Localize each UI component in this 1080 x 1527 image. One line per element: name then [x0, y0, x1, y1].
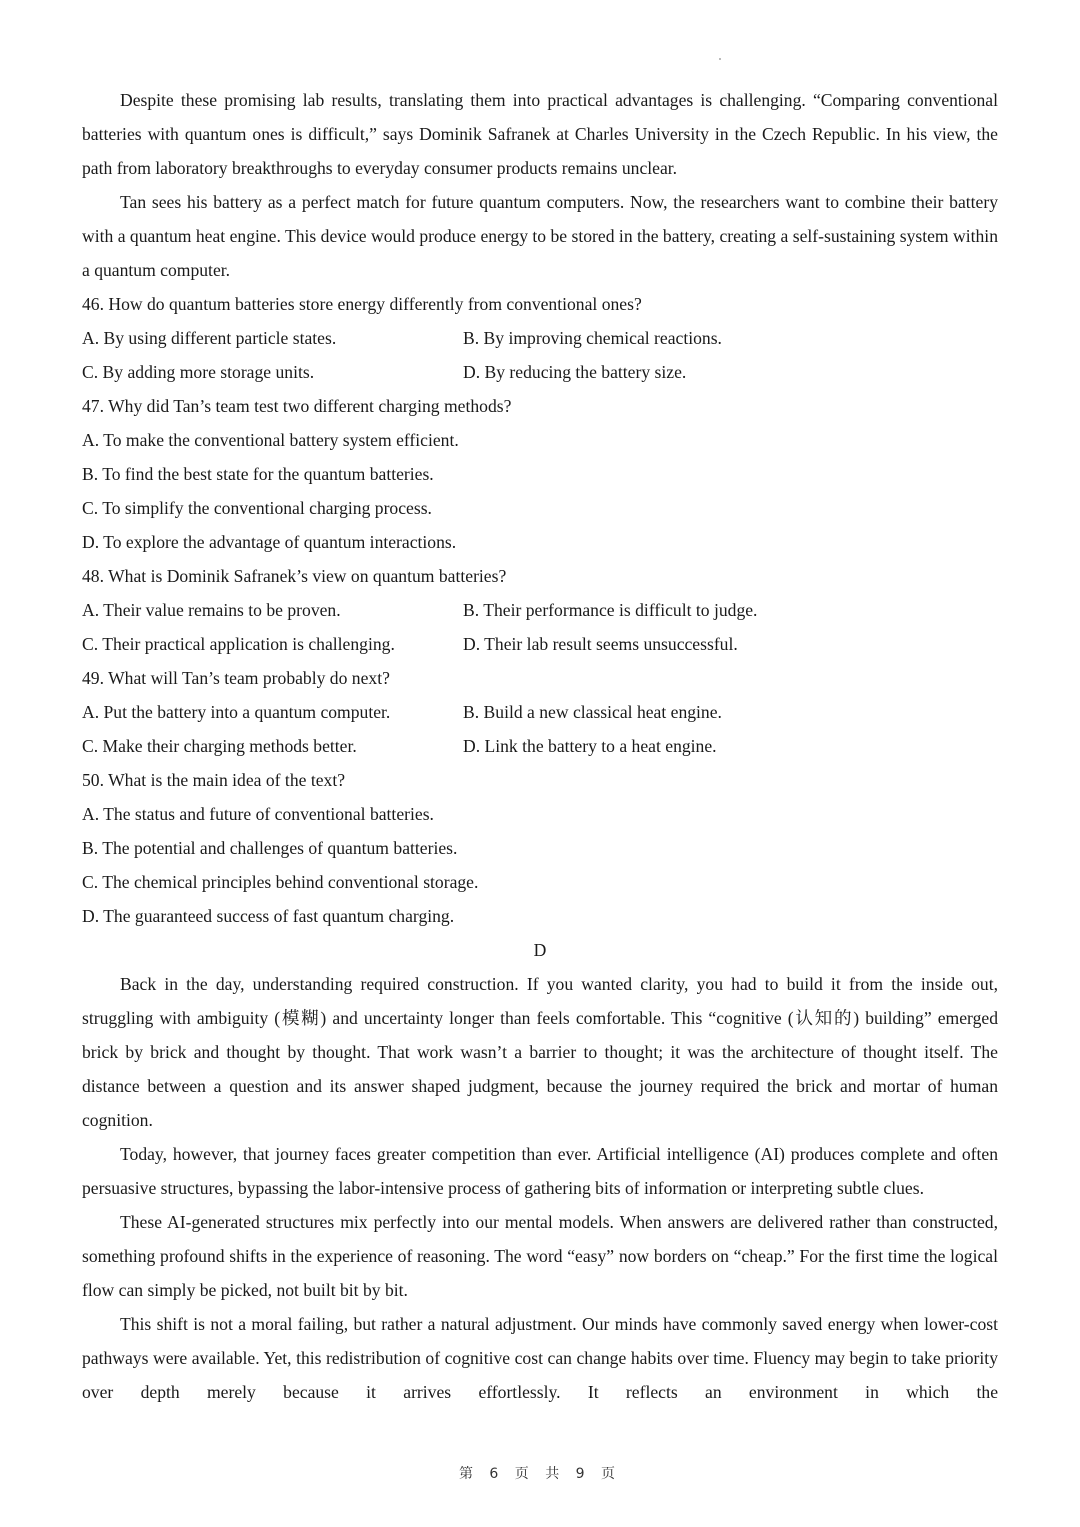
paragraph: This shift is not a moral failing, but rather a natural adjustment. Our minds have commonly saved energy when lower-cost pathways were available. Yet, this redistribution of cognitive cost can change habits over time. Fluency may begin to take priority over depth merely because it arrives effortlessly. It reflects an environment in which the: [82, 1314, 998, 1402]
paragraph: Today, however, that journey faces greater competition than ever. Artificial intelligence (AI) produces complete and often persuasive structures, bypassing the labor-intensive process of gathering bits of information or interpreting subtle clues.: [82, 1144, 998, 1198]
section-title: D: [533, 940, 547, 960]
question-stem: 48. What is Dominik Safranek’s view on quantum batteries?: [82, 566, 507, 586]
answer-option: C. The chemical principles behind conventional storage.: [82, 872, 479, 892]
scan-mark: [719, 58, 721, 60]
answer-option: B. Their performance is difficult to judge.: [463, 600, 758, 620]
answer-option: C. Their practical application is challenging.: [82, 634, 395, 654]
question-list: [82, 287, 998, 933]
answer-option: D. Their lab result seems unsuccessful.: [463, 634, 738, 654]
answer-option: A. Put the battery into a quantum computer.: [82, 702, 391, 722]
answer-option: A. To make the conventional battery system efficient.: [82, 430, 459, 450]
document-body: [82, 83, 998, 1409]
question-stem: 50. What is the main idea of the text?: [82, 770, 346, 790]
question-stem: 47. Why did Tan’s team test two different charging methods?: [82, 396, 512, 416]
option-row: [82, 729, 998, 763]
answer-option: D. By reducing the battery size.: [463, 362, 687, 382]
answer-option: B. The potential and challenges of quantum batteries.: [82, 838, 458, 858]
option-row: [82, 355, 998, 389]
option-row: [82, 627, 998, 661]
question-stem: 49. What will Tan’s team probably do next?: [82, 668, 390, 688]
answer-option: A. By using different particle states.: [82, 328, 337, 348]
answer-option: B. By improving chemical reactions.: [463, 328, 722, 348]
answer-option: B. Build a new classical heat engine.: [463, 702, 722, 722]
answer-option: D. To explore the advantage of quantum interactions.: [82, 532, 457, 552]
option-row: [82, 525, 998, 559]
option-row: [82, 321, 998, 355]
option-row: [82, 865, 998, 899]
option-row: [82, 593, 998, 627]
answer-option: A. Their value remains to be proven.: [82, 600, 341, 620]
answer-option: D. Link the battery to a heat engine.: [463, 736, 717, 756]
option-row: [82, 491, 998, 525]
question-stem: 46. How do quantum batteries store energy differently from conventional ones?: [82, 294, 642, 314]
answer-option: C. Make their charging methods better.: [82, 736, 357, 756]
option-row: [82, 797, 998, 831]
page-footer: 第 6 页 共 9 页: [458, 1466, 622, 1482]
option-row: [82, 695, 998, 729]
paragraph: Tan sees his battery as a perfect match for future quantum computers. Now, the researchers want to combine their battery with a quantum heat engine. This device would produce energy to be stored in the battery, creating a self-sustaining system within a quantum computer.: [82, 192, 998, 280]
answer-option: B. To find the best state for the quantum batteries.: [82, 464, 434, 484]
option-row: [82, 831, 998, 865]
option-row: [82, 457, 998, 491]
answer-option: C. To simplify the conventional charging process.: [82, 498, 432, 518]
option-row: [82, 899, 998, 933]
answer-option: A. The status and future of conventional batteries.: [82, 804, 434, 824]
answer-option: D. The guaranteed success of fast quantum charging.: [82, 906, 455, 926]
answer-option: C. By adding more storage units.: [82, 362, 315, 382]
paragraph: These AI-generated structures mix perfectly into our mental models. When answers are delivered rather than constructed, something profound shifts in the experience of reasoning. The word “easy” now borders on “cheap.” For the first time the logical flow can simply be picked, not built bit by bit.: [82, 1212, 998, 1300]
option-row: [82, 423, 998, 457]
paragraph: Back in the day, understanding required construction. If you wanted clarity, you had to build it from the inside out, struggling with ambiguity (模糊) and uncertainty longer than feels comfortable. This “cognitive (认知的) building” emerged brick by brick and thought by thought. That work wasn’t a barrier to thought; it was the architecture of thought itself. The distance between a question and its answer shaped judgment, because the journey required the brick and mortar of human cognition.: [82, 974, 998, 1130]
paragraph: Despite these promising lab results, translating them into practical advantages is challenging. “Comparing conventional batteries with quantum ones is difficult,” says Dominik Safranek at Charles University in the Czech Republic. In his view, the path from laboratory breakthroughs to everyday consumer products remains unclear.: [82, 90, 998, 178]
